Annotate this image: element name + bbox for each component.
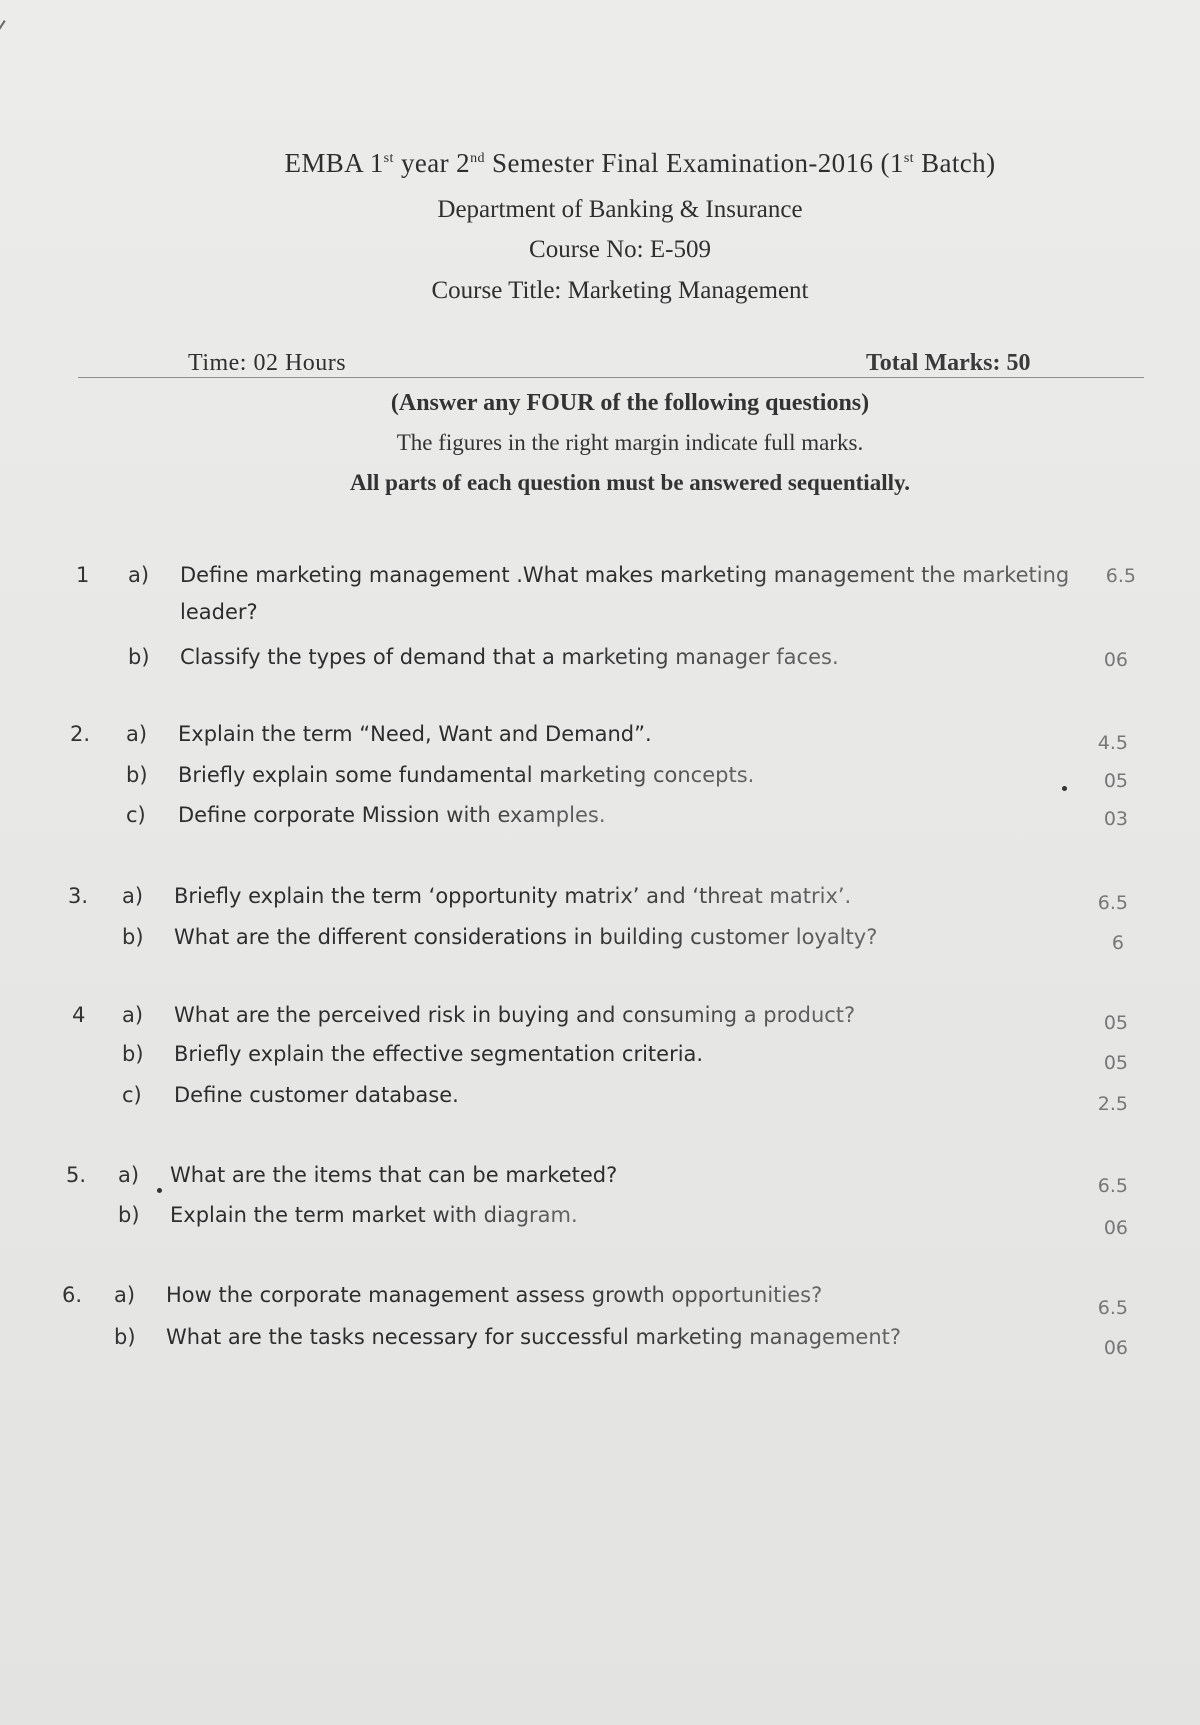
question-marks: 6.5 bbox=[1097, 1297, 1128, 1319]
question-text: Define marketing management .What makes marketing management the marketing bbox=[180, 563, 1070, 587]
question-text: What are the items that can be marketed? bbox=[170, 1163, 618, 1187]
question-number: 5. bbox=[66, 1163, 87, 1187]
question-marks: 05 bbox=[1103, 1012, 1128, 1034]
part-label: a) bbox=[126, 722, 148, 746]
part-label: a) bbox=[122, 1003, 144, 1027]
instruction-answer-four: (Answer any FOUR of the following questions) bbox=[390, 390, 870, 416]
question-number: 2. bbox=[70, 722, 91, 746]
question-number: 3. bbox=[68, 884, 89, 908]
question-text: Explain the term “Need, Want and Demand”. bbox=[178, 722, 652, 746]
question-marks: 6.5 bbox=[1097, 892, 1128, 914]
part-label: a) bbox=[128, 563, 150, 587]
question-number: 1 bbox=[76, 563, 90, 587]
part-label: c) bbox=[126, 803, 146, 827]
instruction-marks-margin: The figures in the right margin indicate full marks. bbox=[396, 430, 864, 455]
question-marks: 2.5 bbox=[1097, 1093, 1128, 1115]
part-label: b) bbox=[126, 763, 148, 787]
question-marks: 05 bbox=[1103, 1052, 1128, 1074]
total-marks: Total Marks: 50 bbox=[866, 350, 1031, 376]
part-label: a) bbox=[122, 884, 144, 908]
question-marks: 05 bbox=[1103, 770, 1128, 792]
question-text: What are the tasks necessary for successful marketing management? bbox=[166, 1325, 902, 1349]
part-label: a) bbox=[114, 1283, 136, 1307]
question-text: What are the different considerations in building customer loyalty? bbox=[174, 925, 878, 949]
question-marks: 03 bbox=[1103, 808, 1128, 830]
question-marks: 6.5 bbox=[1097, 1175, 1128, 1197]
course-title: Course Title: Marketing Management bbox=[431, 277, 809, 304]
part-label: a) bbox=[118, 1163, 140, 1187]
question-marks: 4.5 bbox=[1097, 732, 1128, 754]
question-text-continued: leader? bbox=[180, 600, 258, 624]
header-divider bbox=[78, 377, 1144, 378]
part-label: b) bbox=[114, 1325, 136, 1349]
question-number: 6. bbox=[62, 1283, 83, 1307]
question-text: Define customer database. bbox=[174, 1083, 459, 1107]
question-marks: 6 bbox=[1111, 932, 1124, 954]
part-label: b) bbox=[122, 1042, 144, 1066]
instruction-sequential: All parts of each question must be answered sequentially. bbox=[350, 470, 910, 495]
question-text: Define corporate Mission with examples. bbox=[178, 803, 606, 827]
question-text: Briefly explain the term ‘opportunity matrix’ and ‘threat matrix’. bbox=[174, 884, 852, 908]
exam-title: EMBA 1st year 2nd Semester Final Examination-2016 (1st Batch) bbox=[284, 148, 996, 178]
stray-dot bbox=[157, 1188, 162, 1193]
department-name: Department of Banking & Insurance bbox=[437, 196, 803, 223]
question-text: Briefly explain the effective segmentation criteria. bbox=[174, 1042, 704, 1066]
pen-stroke-mark bbox=[0, 20, 6, 65]
exam-time: Time: 02 Hours bbox=[188, 350, 347, 376]
question-text: What are the perceived risk in buying and consuming a product? bbox=[174, 1003, 856, 1027]
part-label: b) bbox=[128, 645, 150, 669]
question-marks: 6.5 bbox=[1105, 565, 1136, 587]
stray-dot bbox=[1062, 786, 1067, 791]
part-label: c) bbox=[122, 1083, 142, 1107]
part-label: b) bbox=[118, 1203, 140, 1227]
question-number: 4 bbox=[72, 1003, 86, 1027]
part-label: b) bbox=[122, 925, 144, 949]
question-text: Briefly explain some fundamental marketing concepts. bbox=[178, 763, 755, 787]
question-text: Explain the term market with diagram. bbox=[170, 1203, 578, 1227]
question-marks: 06 bbox=[1103, 1217, 1128, 1239]
course-number: Course No: E-509 bbox=[529, 236, 711, 263]
question-text: How the corporate management assess growth opportunities? bbox=[166, 1283, 823, 1307]
question-marks: 06 bbox=[1103, 649, 1128, 671]
question-text: Classify the types of demand that a marketing manager faces. bbox=[180, 645, 839, 669]
question-marks: 06 bbox=[1103, 1337, 1128, 1359]
